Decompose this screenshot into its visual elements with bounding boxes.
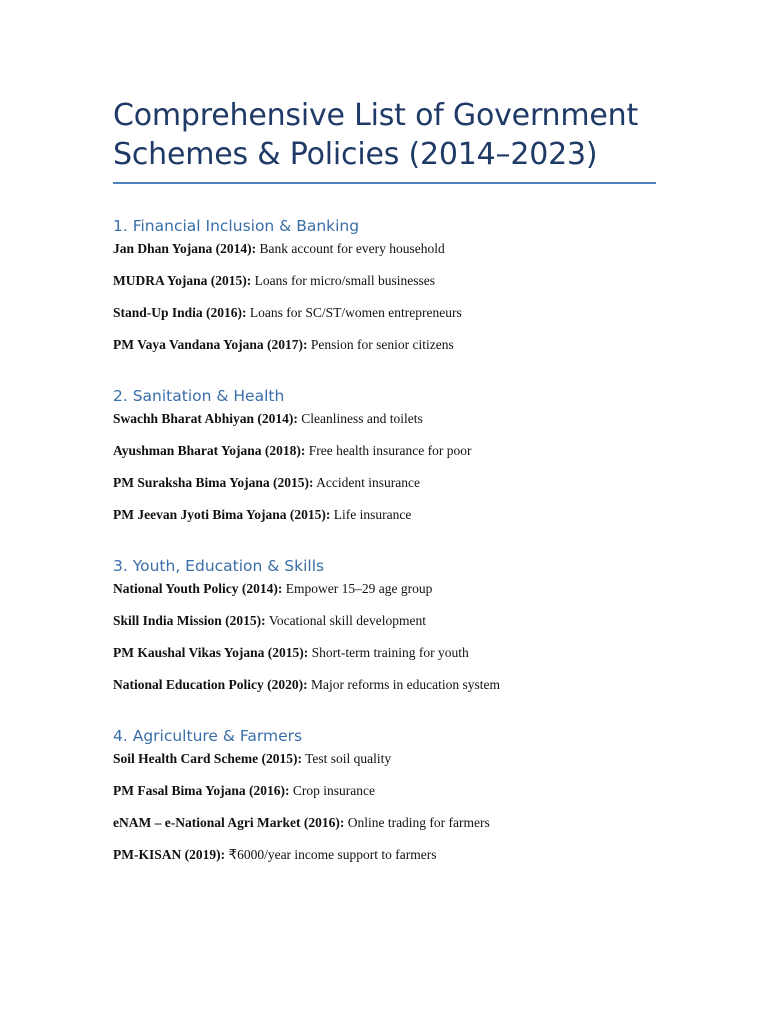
scheme-name: Skill India Mission (2015):	[113, 613, 266, 628]
scheme-description: Bank account for every household	[259, 241, 445, 256]
scheme-name: National Education Policy (2020):	[113, 677, 308, 692]
scheme-name: PM-KISAN (2019):	[113, 847, 226, 862]
scheme-name: Ayushman Bharat Yojana (2018):	[113, 443, 306, 458]
scheme-name: PM Fasal Bima Yojana (2016):	[113, 783, 290, 798]
scheme-name: PM Jeevan Jyoti Bima Yojana (2015):	[113, 507, 331, 522]
scheme-name: PM Suraksha Bima Yojana (2015):	[113, 475, 314, 490]
list-item	[113, 409, 656, 429]
list-item	[113, 239, 656, 259]
scheme-name: PM Vaya Vandana Yojana (2017):	[113, 337, 308, 352]
scheme-description: Crop insurance	[292, 783, 375, 798]
scheme-description: Loans for micro/small businesses	[254, 273, 435, 288]
document-page	[113, 96, 656, 865]
scheme-description: Major reforms in education system	[311, 677, 500, 692]
scheme-description: Short-term training for youth	[311, 645, 469, 660]
scheme-description: ₹6000/year income support to farmers	[228, 847, 437, 862]
section-heading: 1. Financial Inclusion & Banking	[113, 217, 360, 235]
list-item	[113, 335, 656, 355]
scheme-name: MUDRA Yojana (2015):	[113, 273, 252, 288]
scheme-name: Swachh Bharat Abhiyan (2014):	[113, 411, 298, 426]
scheme-description: Accident insurance	[316, 475, 420, 490]
scheme-name: PM Kaushal Vikas Yojana (2015):	[113, 645, 309, 660]
scheme-name: eNAM – e-National Agri Market (2016):	[113, 815, 345, 830]
list-item	[113, 579, 656, 599]
scheme-name: Soil Health Card Scheme (2015):	[113, 751, 302, 766]
list-item	[113, 643, 656, 663]
scheme-description: Test soil quality	[305, 751, 392, 766]
list-item	[113, 271, 656, 291]
list-item	[113, 813, 656, 833]
section-agriculture-farmers	[113, 725, 656, 865]
scheme-name: Stand-Up India (2016):	[113, 305, 247, 320]
list-item	[113, 749, 656, 769]
list-item	[113, 303, 656, 323]
scheme-name: Jan Dhan Yojana (2014):	[113, 241, 257, 256]
scheme-description: Online trading for farmers	[347, 815, 490, 830]
section-heading: 3. Youth, Education & Skills	[113, 557, 325, 575]
list-item	[113, 441, 656, 461]
scheme-description: Vocational skill development	[268, 613, 427, 628]
section-sanitation-health	[113, 385, 656, 525]
list-item	[113, 473, 656, 493]
document-title: Comprehensive List of Government Schemes & Policies (2014–2023)	[113, 96, 656, 184]
list-item	[113, 611, 656, 631]
section-heading: 2. Sanitation & Health	[113, 387, 285, 405]
list-item	[113, 845, 656, 865]
scheme-description: Pension for senior citizens	[310, 337, 454, 352]
scheme-description: Empower 15–29 age group	[285, 581, 433, 596]
list-item	[113, 675, 656, 695]
list-item	[113, 505, 656, 525]
section-financial-inclusion	[113, 215, 656, 355]
section-youth-education	[113, 555, 656, 695]
section-heading: 4. Agriculture & Farmers	[113, 727, 303, 745]
list-item	[113, 781, 656, 801]
scheme-description: Cleanliness and toilets	[301, 411, 423, 426]
scheme-description: Loans for SC/ST/women entrepreneurs	[249, 305, 462, 320]
scheme-description: Life insurance	[333, 507, 412, 522]
scheme-name: National Youth Policy (2014):	[113, 581, 283, 596]
scheme-description: Free health insurance for poor	[308, 443, 472, 458]
